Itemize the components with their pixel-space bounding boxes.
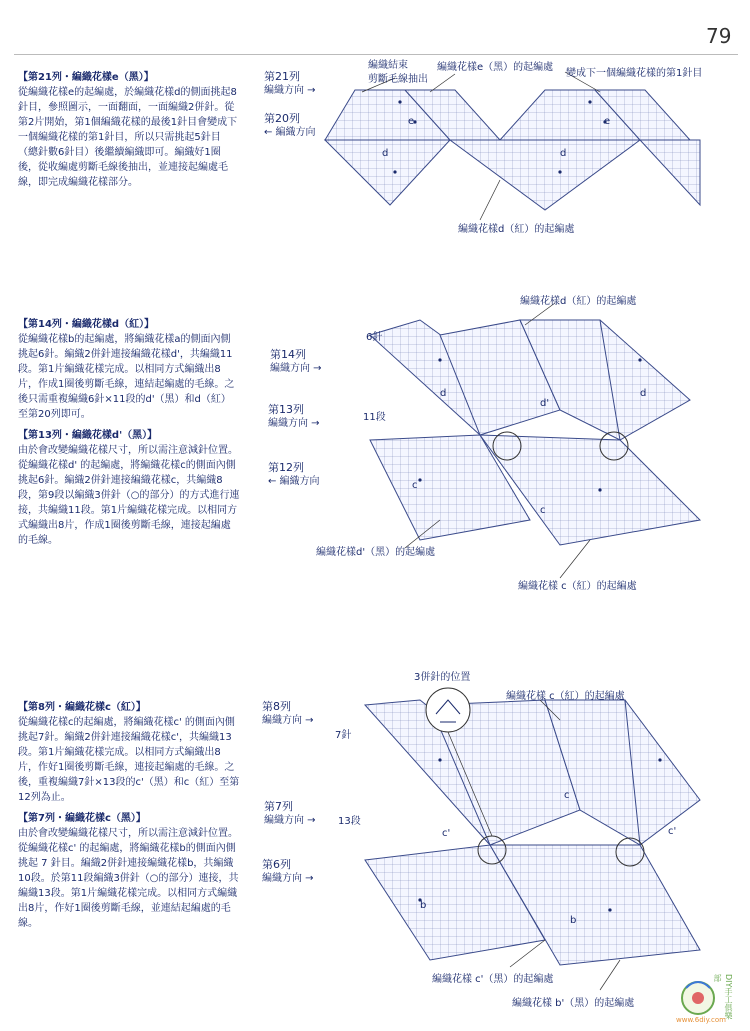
cell-label: c <box>412 480 418 491</box>
diagram-row8-chart <box>365 688 700 990</box>
stitch-count: 7針 <box>335 730 352 741</box>
section-title: 【第21列・編織花樣e（黑）】 <box>18 72 154 83</box>
leader-line <box>480 180 500 220</box>
logo-text: DIY手工俱樂部 <box>713 974 733 1020</box>
cell-label: b <box>420 900 427 911</box>
section-body: 從編織花樣e的起編處，於編織花樣d的側面挑起8針目，參照圖示，一面翻面，一面編織2併針。從第2片開始，第1個編織花樣的最後1針目會變成下一個編織花樣的第1針目，所以只需挑起5針目（總針數6針目）後繼續編織即可。編織好1圈後，從收編處剪斷毛線後抽出，並連接起編處毛線，即完成編織花樣部分。 <box>18 87 238 188</box>
cell-label: d <box>640 388 647 399</box>
row-count: 11段 <box>363 412 386 423</box>
logo-url: www.6diy.com <box>676 1016 726 1024</box>
page-number: 79 <box>706 24 732 48</box>
cell-label: e <box>604 116 611 127</box>
section-body: 由於會改變編織花樣尺寸，所以需注意減針位置。從編織花樣c' 的起編處，將編織花樣b的側面內側挑起 7 針目。編織2併針連接編織花樣b，共編織10段。於第11段編織3併針（○的部分）連接，共編織13段。第1片編織花樣完成。以相同方式編織出8片，作好1圈後剪斷毛線，並連結起編處的毛線。 <box>18 828 239 929</box>
cell-label: d <box>560 148 567 159</box>
section-body: 由於會改變編織花樣尺寸，所以需注意減針位置。從編織花樣d' 的起編處，將編織花樣c的側面內側挑起6針。編織2併針連接編織花樣c，共編織8段，第9段以編織3併針（○的部分）的方式進行連接，共編織11段。第1片編織花樣完成。以相同方式編織出8片，作成1圈後剪斷毛線，連接起編處的毛線。 <box>18 445 240 546</box>
row-count: 13段 <box>338 816 361 827</box>
row-label: 第20列 ← 編織方向 <box>264 112 316 138</box>
annotation: 編織花樣e（黑）的起編處 <box>437 62 554 73</box>
leader-line <box>600 960 620 990</box>
section-body: 從編織花樣b的起編處，將編織花樣a的側面內側挑起6針。編織2併針連接編織花樣d'，共編織11段。第1片編織花樣完成。以相同方式編織出8片，作成1圈後剪斷毛線，連結起編處的毛線。之後只需重複編織6針×11段的d'（黑）和d（紅）至第20列即可。 <box>18 334 235 420</box>
cell-label: c <box>564 790 570 801</box>
row-label: 第13列 編織方向 → <box>268 403 320 429</box>
section-title: 【第13列・編織花樣d'（黑）】 <box>18 430 158 441</box>
diagram-row14-chart <box>370 303 700 578</box>
annotation: 剪斷毛線抽出 <box>368 74 428 85</box>
annotation: 編織花樣 c'（黑）的起編處 <box>432 974 554 985</box>
annotation: 編織花樣d（紅）的起編處 <box>458 224 575 235</box>
cell-label: c <box>540 505 546 516</box>
cell-label: d <box>440 388 447 399</box>
diy-logo <box>676 968 744 1026</box>
annotation: 編織花樣 c（紅）的起編處 <box>518 581 637 592</box>
cell-label: b <box>570 915 577 926</box>
annotation: 編織花樣 b'（黑）的起編處 <box>512 998 635 1009</box>
diagram-row21-chart <box>325 72 700 220</box>
row-label: 第7列 編織方向 → <box>264 800 316 826</box>
leader-line <box>560 540 590 578</box>
3tog-detail-circle <box>426 688 470 732</box>
chart-motif-d <box>640 140 700 205</box>
cell-label: e <box>408 116 415 127</box>
row-label: 第12列 ← 編織方向 <box>268 461 320 487</box>
row-label: 第8列 編織方向 → <box>262 700 314 726</box>
section-title: 【第7列・編織花樣c（黑）】 <box>18 813 146 824</box>
cell-label: c' <box>668 826 677 837</box>
annotation: 編織花樣 c（紅）的起編處 <box>506 691 625 702</box>
section-body: 從編織花樣c的起編處，將編織花樣c' 的側面內側挑起7針。編織2併針連接編織花樣c'，共編織13段。第1片編織花樣完成。以相同方式編織出8片，作好1圈後剪斷毛線，連接起編處的毛線。之後，重複編織7針×13段的c'（黑）和c（紅）至第12列為止。 <box>18 717 240 803</box>
annotation: 編織結束 <box>368 60 408 71</box>
chart-arm <box>480 435 700 545</box>
annotation: 3併針的位置 <box>414 672 471 683</box>
annotation: 編織花樣d（紅）的起編處 <box>520 296 637 307</box>
cell-label: d <box>382 148 389 159</box>
section-title: 【第8列・編織花樣c（紅）】 <box>18 702 146 713</box>
cell-label: c' <box>442 828 451 839</box>
annotation: 變成下一個編織花樣的第1針目 <box>566 68 703 79</box>
chart-motif-d <box>450 140 640 210</box>
row-label: 第6列 編織方向 → <box>262 858 314 884</box>
row-label: 第14列 編織方向 → <box>270 348 322 374</box>
annotation: 編織花樣d'（黑）的起編處 <box>316 547 436 558</box>
stitch-count: 6針 <box>366 332 383 343</box>
cell-label: d' <box>540 398 550 409</box>
leader-line <box>430 74 455 92</box>
section-title: 【第14列・編織花樣d（紅）】 <box>18 319 155 330</box>
row-label: 第21列 編織方向 → <box>264 70 316 96</box>
